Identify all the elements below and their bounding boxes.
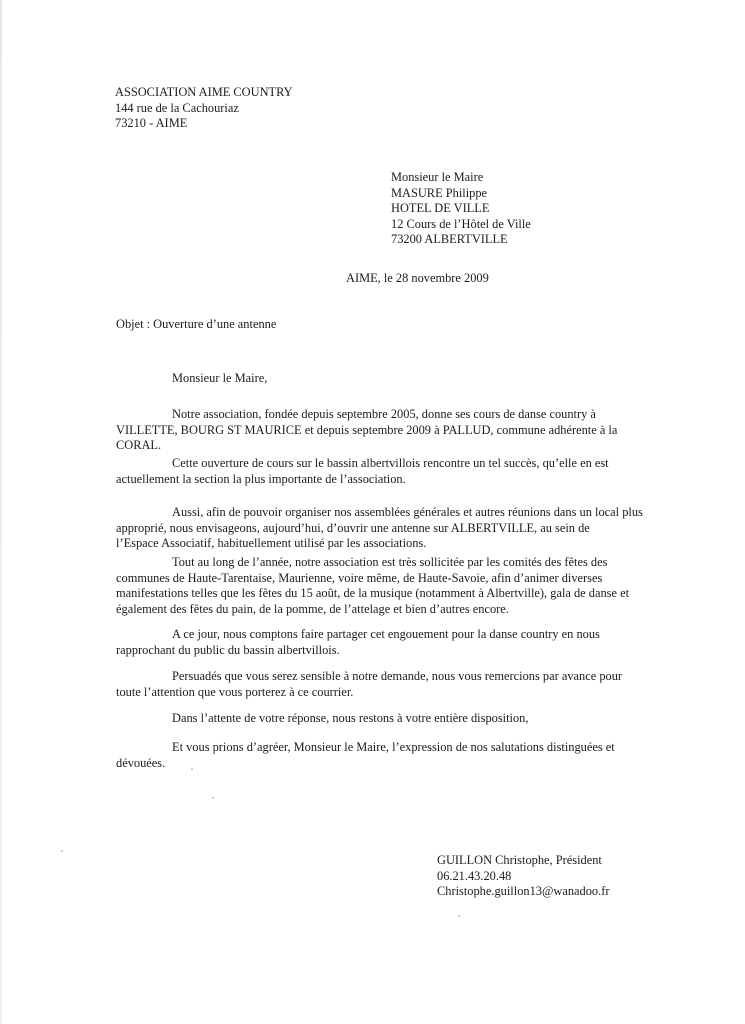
signatory-phone: 06.21.43.20.48 bbox=[437, 868, 512, 883]
paragraph-line: Dans l’attente de votre réponse, nous restons à votre entière disposition, bbox=[172, 711, 529, 725]
letter-subject: Objet : Ouverture d’une antenne bbox=[116, 317, 277, 331]
recipient-street: 12 Cours de l’Hôtel de Ville bbox=[391, 216, 531, 231]
paragraph-line: Persuadés que vous serez sensible à notre demande, nous vous remercions par avance pour bbox=[172, 669, 623, 683]
scan-speck bbox=[212, 797, 214, 799]
paragraph-line: approprié, nous envisageons, aujourd’hui, d’ouvrir une antenne sur ALBERTVILLE, au sein de bbox=[116, 520, 590, 535]
recipient-name: MASURE Philippe bbox=[391, 185, 488, 200]
body-paragraph bbox=[116, 711, 628, 727]
signature-block bbox=[437, 853, 609, 900]
paragraph-line: Et vous prions d’agréer, Monsieur le Maire, l’expression de nos salutations distinguées et bbox=[172, 740, 615, 754]
paragraph-line: A ce jour, nous comptons faire partager cet engouement pour la danse country en nous bbox=[172, 627, 600, 641]
signatory-email: Christophe.guillon13@wanadoo.fr bbox=[437, 884, 610, 898]
body-paragraph bbox=[116, 627, 628, 658]
sender-street: 144 rue de la Cachouriaz bbox=[115, 100, 239, 115]
body-paragraph bbox=[116, 505, 643, 552]
paragraph-line: rapprochant du public du bassin albertvillois. bbox=[116, 642, 340, 657]
recipient-city: 73200 ALBERTVILLE bbox=[391, 232, 508, 246]
place-and-date: AIME, le 28 novembre 2009 bbox=[346, 271, 489, 285]
paragraph-line: VILLETTE, BOURG ST MAURICE et depuis septembre 2009 à PALLUD, commune adhérente à la bbox=[116, 422, 618, 437]
scan-speck bbox=[61, 850, 63, 852]
salutation: Monsieur le Maire, bbox=[172, 371, 268, 385]
scan-speck bbox=[458, 915, 460, 917]
scan-speck bbox=[191, 768, 193, 770]
paragraph-line: dévouées. bbox=[116, 755, 166, 770]
paragraph-line: communes de Haute-Tarentaise, Maurienne, voire même, de Haute-Savoie, afin d’animer diverses bbox=[116, 570, 603, 585]
paragraph-line: Cette ouverture de cours sur le bassin albertvillois rencontre un tel succès, qu’elle en est bbox=[172, 456, 609, 470]
paragraph-line: actuellement la section la plus importante de l’association. bbox=[116, 471, 406, 486]
paragraph-line: également des fêtes du pain, de la pomme, de l’attelage et bien d’autres encore. bbox=[116, 601, 509, 616]
paragraph-line: Notre association, fondée depuis septembre 2005, donne ses cours de danse country à bbox=[172, 407, 596, 421]
paragraph-line: Aussi, afin de pouvoir organiser nos assemblées générales et autres réunions dans un local plus bbox=[172, 505, 643, 519]
paragraph-line: manifestations telles que les fêtes du 15 août, de la musique (notamment à Albertville), gala de danse et bbox=[116, 586, 630, 600]
paragraph-line: CORAL. bbox=[116, 438, 162, 452]
paragraph-line: Tout au long de l’année, notre association est très sollicitée par les comités des fêtes des bbox=[172, 555, 608, 569]
body-paragraph bbox=[116, 669, 628, 700]
scan-edge bbox=[0, 0, 2, 1024]
sender-name: ASSOCIATION AIME COUNTRY bbox=[115, 85, 293, 99]
body-paragraph bbox=[116, 407, 628, 454]
paragraph-line: toute l’attention que vous porterez à ce courrier. bbox=[116, 684, 354, 699]
recipient-address bbox=[391, 170, 531, 248]
paragraph-line: l’Espace Associatif, habituellement utilisé par les associations. bbox=[116, 536, 427, 550]
body-paragraph bbox=[116, 555, 628, 617]
recipient-building: HOTEL DE VILLE bbox=[391, 201, 490, 215]
signatory-name: GUILLON Christophe, Président bbox=[437, 853, 602, 867]
body-paragraph bbox=[116, 456, 628, 487]
recipient-title: Monsieur le Maire bbox=[391, 170, 484, 184]
sender-address bbox=[115, 85, 293, 132]
body-paragraph bbox=[116, 740, 628, 771]
sender-city: 73210 - AIME bbox=[115, 116, 188, 130]
